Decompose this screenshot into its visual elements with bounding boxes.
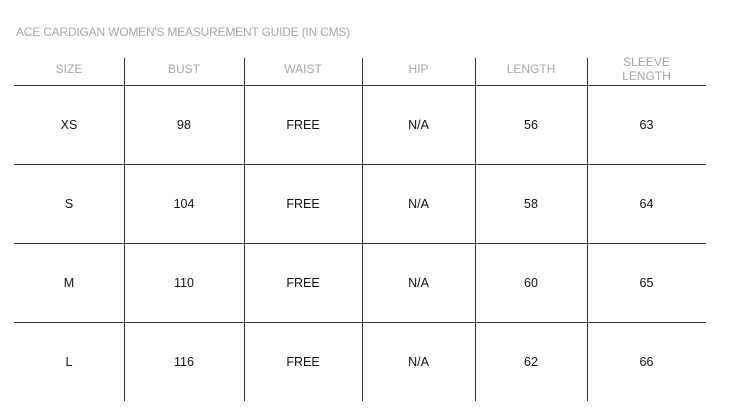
measurement-table bbox=[14, 0, 706, 418]
table-cell: FREE bbox=[286, 197, 320, 211]
table-cell: N/A bbox=[408, 355, 429, 369]
header-waist bbox=[244, 50, 362, 88]
header-sleeve-length bbox=[587, 50, 706, 88]
table-cell: M bbox=[63, 276, 75, 290]
table-cell: 58 bbox=[524, 197, 538, 211]
table-cell: 60 bbox=[524, 276, 538, 290]
table-cell: 110 bbox=[174, 276, 194, 290]
header-bust bbox=[124, 50, 244, 88]
table-cell: N/A bbox=[408, 118, 429, 132]
table-cell: 62 bbox=[524, 355, 538, 369]
header-label: SLEEVE bbox=[623, 55, 670, 69]
header-length bbox=[475, 50, 587, 88]
table-cell: 66 bbox=[639, 355, 654, 369]
table-cell: N/A bbox=[408, 276, 429, 290]
table-cell: 65 bbox=[639, 276, 654, 290]
header-label: BUST bbox=[167, 62, 200, 76]
table-cell: 64 bbox=[639, 197, 654, 211]
table-cell: N/A bbox=[408, 197, 429, 211]
header-label: LENGTH bbox=[622, 69, 671, 83]
table-cell: 104 bbox=[173, 197, 195, 211]
header-size bbox=[14, 50, 124, 88]
table-cell: FREE bbox=[286, 118, 320, 132]
header-label: HIP bbox=[408, 62, 429, 76]
header-label: WAIST bbox=[284, 62, 322, 76]
header-hip bbox=[362, 50, 475, 88]
header-label: SIZE bbox=[55, 62, 83, 76]
table-cell: 116 bbox=[174, 355, 194, 369]
table-cell: 63 bbox=[639, 118, 654, 132]
table-cell: 56 bbox=[524, 118, 538, 132]
table-cell: S bbox=[64, 197, 74, 211]
page-title: ACE CARDIGAN WOMEN'S MEASUREMENT GUIDE (IN CMS) bbox=[16, 25, 351, 39]
table-cell: L bbox=[65, 355, 73, 369]
table-cell: XS bbox=[60, 118, 78, 132]
table-cell: FREE bbox=[286, 355, 320, 369]
table-cell: FREE bbox=[286, 276, 320, 290]
table-cell: 98 bbox=[177, 118, 191, 132]
header-label: LENGTH bbox=[506, 62, 556, 76]
